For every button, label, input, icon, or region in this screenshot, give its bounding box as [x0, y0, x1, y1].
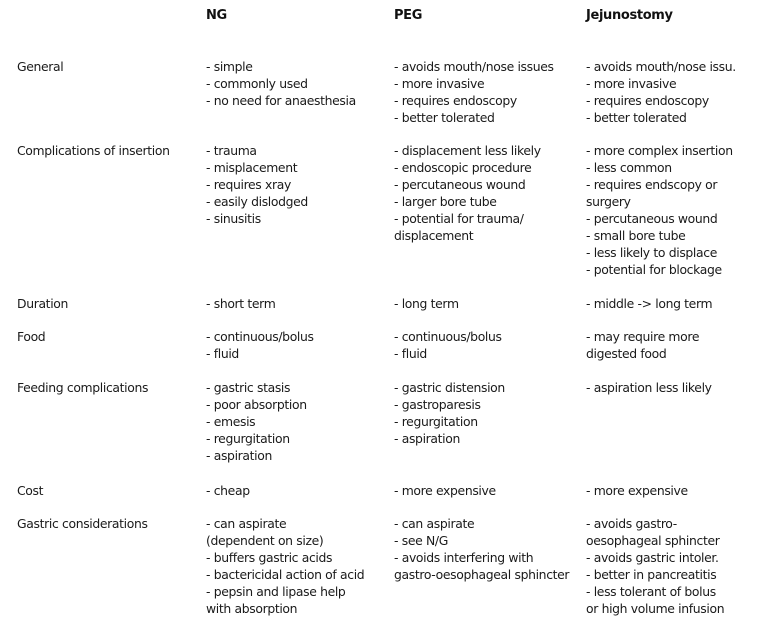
cell-line: - commonly used: [206, 76, 308, 91]
cell-line: - more expensive: [586, 483, 688, 498]
cell-line: - displacement less likely: [394, 143, 541, 158]
cell-line: - percutaneous wound: [586, 211, 718, 226]
ng-cell: [206, 142, 308, 227]
ng-cell: [206, 482, 250, 499]
cell-line: - more expensive: [394, 483, 496, 498]
jejunostomy-cell: [586, 58, 736, 126]
peg-cell: [394, 328, 502, 362]
cell-line: with absorption: [206, 601, 298, 616]
cell-line: - regurgitation: [206, 431, 290, 446]
cell-line: - more invasive: [586, 76, 677, 91]
peg-cell: [394, 142, 541, 244]
cell-line: - potential for blockage: [586, 262, 722, 277]
cell-line: - can aspirate: [394, 516, 475, 531]
peg-cell: [394, 379, 505, 447]
cell-line: - cheap: [206, 483, 250, 498]
jejunostomy-cell: [586, 515, 724, 617]
cell-line: - pepsin and lipase help: [206, 584, 346, 599]
cell-line: - more complex insertion: [586, 143, 733, 158]
cell-line: - avoids gastro-: [586, 516, 677, 531]
cell-line: (dependent on size): [206, 533, 324, 548]
cell-line: - fluid: [394, 346, 427, 361]
cell-line: oesophageal sphincter: [586, 533, 720, 548]
cell-line: - avoids mouth/nose issues: [394, 59, 554, 74]
cell-line: - easily dislodged: [206, 194, 308, 209]
cell-line: - aspiration less likely: [586, 380, 712, 395]
cell-line: displacement: [394, 228, 474, 243]
cell-line: - continuous/bolus: [394, 329, 502, 344]
cell-line: surgery: [586, 194, 631, 209]
cell-line: - continuous/bolus: [206, 329, 314, 344]
cell-line: - long term: [394, 296, 459, 311]
cell-line: - trauma: [206, 143, 257, 158]
cell-line: - better tolerated: [586, 110, 687, 125]
jejunostomy-cell: [586, 142, 733, 278]
ng-cell: [206, 379, 307, 464]
cell-line: gastro-oesophageal sphincter: [394, 567, 570, 582]
cell-line: - emesis: [206, 414, 256, 429]
ng-cell: [206, 328, 314, 362]
jejunostomy-cell: [586, 328, 699, 362]
jejunostomy-cell: [586, 295, 712, 312]
cell-line: - percutaneous wound: [394, 177, 526, 192]
cell-line: - avoids mouth/nose issu.: [586, 59, 736, 74]
peg-cell: [394, 58, 554, 126]
cell-line: - requires endoscopy: [394, 93, 517, 108]
cell-line: - gastroparesis: [394, 397, 481, 412]
row-label: Cost: [17, 483, 44, 498]
cell-line: - aspiration: [206, 448, 272, 463]
cell-line: - bactericidal action of acid: [206, 567, 365, 582]
cell-line: - endoscopic procedure: [394, 160, 532, 175]
cell-line: - sinusitis: [206, 211, 261, 226]
cell-line: - requires endscopy or: [586, 177, 718, 192]
cell-line: - avoids gastric intoler.: [586, 550, 719, 565]
cell-line: - gastric stasis: [206, 380, 291, 395]
cell-line: - simple: [206, 59, 253, 74]
row-label: Complications of insertion: [17, 143, 170, 158]
cell-line: - requires xray: [206, 177, 291, 192]
cell-line: digested food: [586, 346, 667, 361]
cell-line: - aspiration: [394, 431, 460, 446]
cell-line: - buffers gastric acids: [206, 550, 333, 565]
cell-line: - gastric distension: [394, 380, 505, 395]
cell-line: - potential for trauma/: [394, 211, 524, 226]
cell-line: - small bore tube: [586, 228, 686, 243]
cell-line: - can aspirate: [206, 516, 287, 531]
row-label: General: [17, 59, 64, 74]
cell-line: - better in pancreatitis: [586, 567, 717, 582]
cell-line: - less tolerant of bolus: [586, 584, 716, 599]
cell-line: - may require more: [586, 329, 700, 344]
ng-cell: [206, 58, 356, 109]
cell-line: - no need for anaesthesia: [206, 93, 356, 108]
cell-line: - poor absorption: [206, 397, 307, 412]
cell-line: - see N/G: [394, 533, 448, 548]
cell-line: - regurgitation: [394, 414, 478, 429]
cell-line: - larger bore tube: [394, 194, 497, 209]
cell-line: - misplacement: [206, 160, 298, 175]
row-label: Duration: [17, 296, 69, 311]
cell-line: - more invasive: [394, 76, 485, 91]
cell-line: - middle -> long term: [586, 296, 713, 311]
cell-line: - fluid: [206, 346, 239, 361]
peg-cell: [394, 295, 459, 312]
cell-line: - avoids interfering with: [394, 550, 534, 565]
cell-line: or high volume infusion: [586, 601, 725, 616]
row-label: Food: [17, 329, 46, 344]
header-ng: NG: [206, 8, 227, 23]
peg-cell: [394, 482, 496, 499]
cell-line: - better tolerated: [394, 110, 495, 125]
ng-cell: [206, 515, 364, 617]
peg-cell: [394, 515, 569, 583]
cell-line: - less likely to displace: [586, 245, 718, 260]
header-jejunostomy: Jejunostomy: [586, 8, 673, 23]
row-label: Feeding complications: [17, 380, 149, 395]
cell-line: - less common: [586, 160, 672, 175]
jejunostomy-cell: [586, 379, 712, 396]
cell-line: - requires endoscopy: [586, 93, 709, 108]
row-label: Gastric considerations: [17, 516, 148, 531]
jejunostomy-cell: [586, 482, 688, 499]
cell-line: - short term: [206, 296, 276, 311]
header-peg: PEG: [394, 8, 423, 23]
ng-cell: [206, 295, 275, 312]
